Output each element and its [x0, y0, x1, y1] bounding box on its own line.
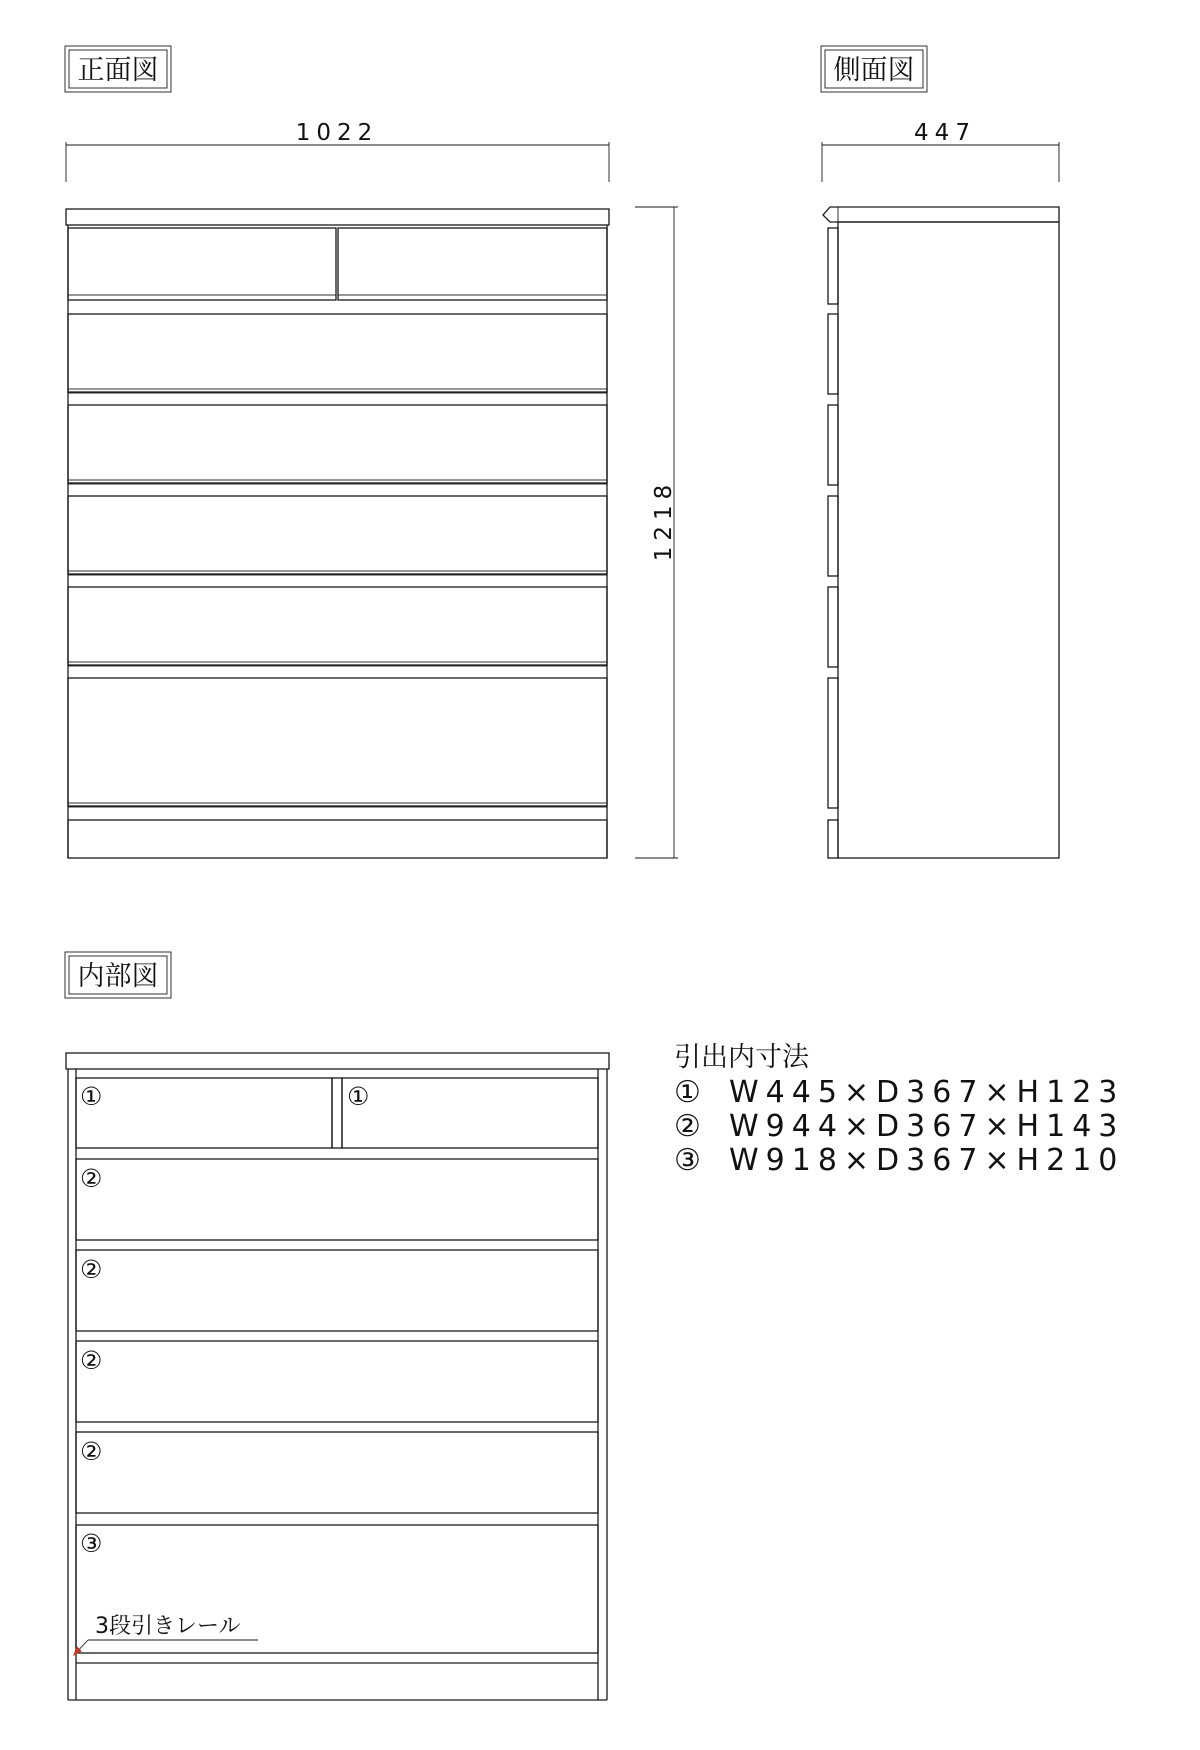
- width-dimension: [66, 120, 609, 182]
- marker-2b: ②: [80, 1255, 103, 1284]
- marker-3: ③: [80, 1529, 103, 1558]
- plinth: [68, 820, 607, 858]
- spec-value-1: W445×D367×H123: [729, 1075, 1125, 1110]
- side-top-plate: [823, 207, 1059, 222]
- rail-note: 3段引きレール: [95, 1614, 241, 1639]
- marker-2d: ②: [80, 1437, 103, 1466]
- drawer-large: [68, 678, 607, 806]
- side-view: [823, 207, 1059, 858]
- marker-1a: ①: [80, 1082, 103, 1111]
- drawer-5: [68, 587, 607, 665]
- top-plate: [66, 209, 609, 225]
- marker-2c: ②: [80, 1346, 103, 1375]
- svg-text:側面図: 側面図: [833, 55, 915, 86]
- spec-marker-3: ③: [674, 1143, 708, 1178]
- interior-box-2d: [76, 1432, 598, 1513]
- svg-text:内部図: 内部図: [77, 961, 159, 992]
- drawer-spec-list: [674, 1042, 1124, 1178]
- drawer-3: [68, 405, 607, 483]
- interior-box-2b: [76, 1250, 598, 1331]
- front-view: [66, 209, 609, 858]
- spec-marker-1: ①: [674, 1075, 708, 1110]
- depth-dimension: [822, 120, 1059, 182]
- drawer-2: [68, 314, 607, 392]
- spec-value-3: W918×D367×H210: [729, 1143, 1125, 1178]
- marker-1b: ①: [347, 1082, 370, 1111]
- interior-box-1b: [342, 1078, 598, 1148]
- spec-marker-2: ②: [674, 1109, 708, 1144]
- spec-title: 引出内寸法: [674, 1042, 809, 1073]
- interior-top-plate: [66, 1053, 609, 1069]
- svg-text:1218: 1218: [651, 478, 677, 562]
- svg-text:447: 447: [914, 120, 976, 146]
- front-view-title: [65, 46, 171, 92]
- interior-view-title: [65, 952, 171, 998]
- small-drawer-left: [68, 228, 336, 300]
- drawer-4: [68, 496, 607, 574]
- spec-value-2: W944×D367×H143: [729, 1109, 1125, 1144]
- small-drawer-right: [338, 228, 607, 300]
- interior-box-2c: [76, 1341, 598, 1422]
- svg-text:正面図: 正面図: [77, 55, 159, 86]
- height-dimension: [635, 207, 678, 858]
- interior-view: [66, 1053, 609, 1700]
- svg-text:1022: 1022: [295, 120, 379, 146]
- side-body: [838, 222, 1059, 858]
- interior-box-1a: [76, 1078, 332, 1148]
- interior-box-2a: [76, 1159, 598, 1240]
- side-view-title: [821, 46, 927, 92]
- marker-2a: ②: [80, 1164, 103, 1193]
